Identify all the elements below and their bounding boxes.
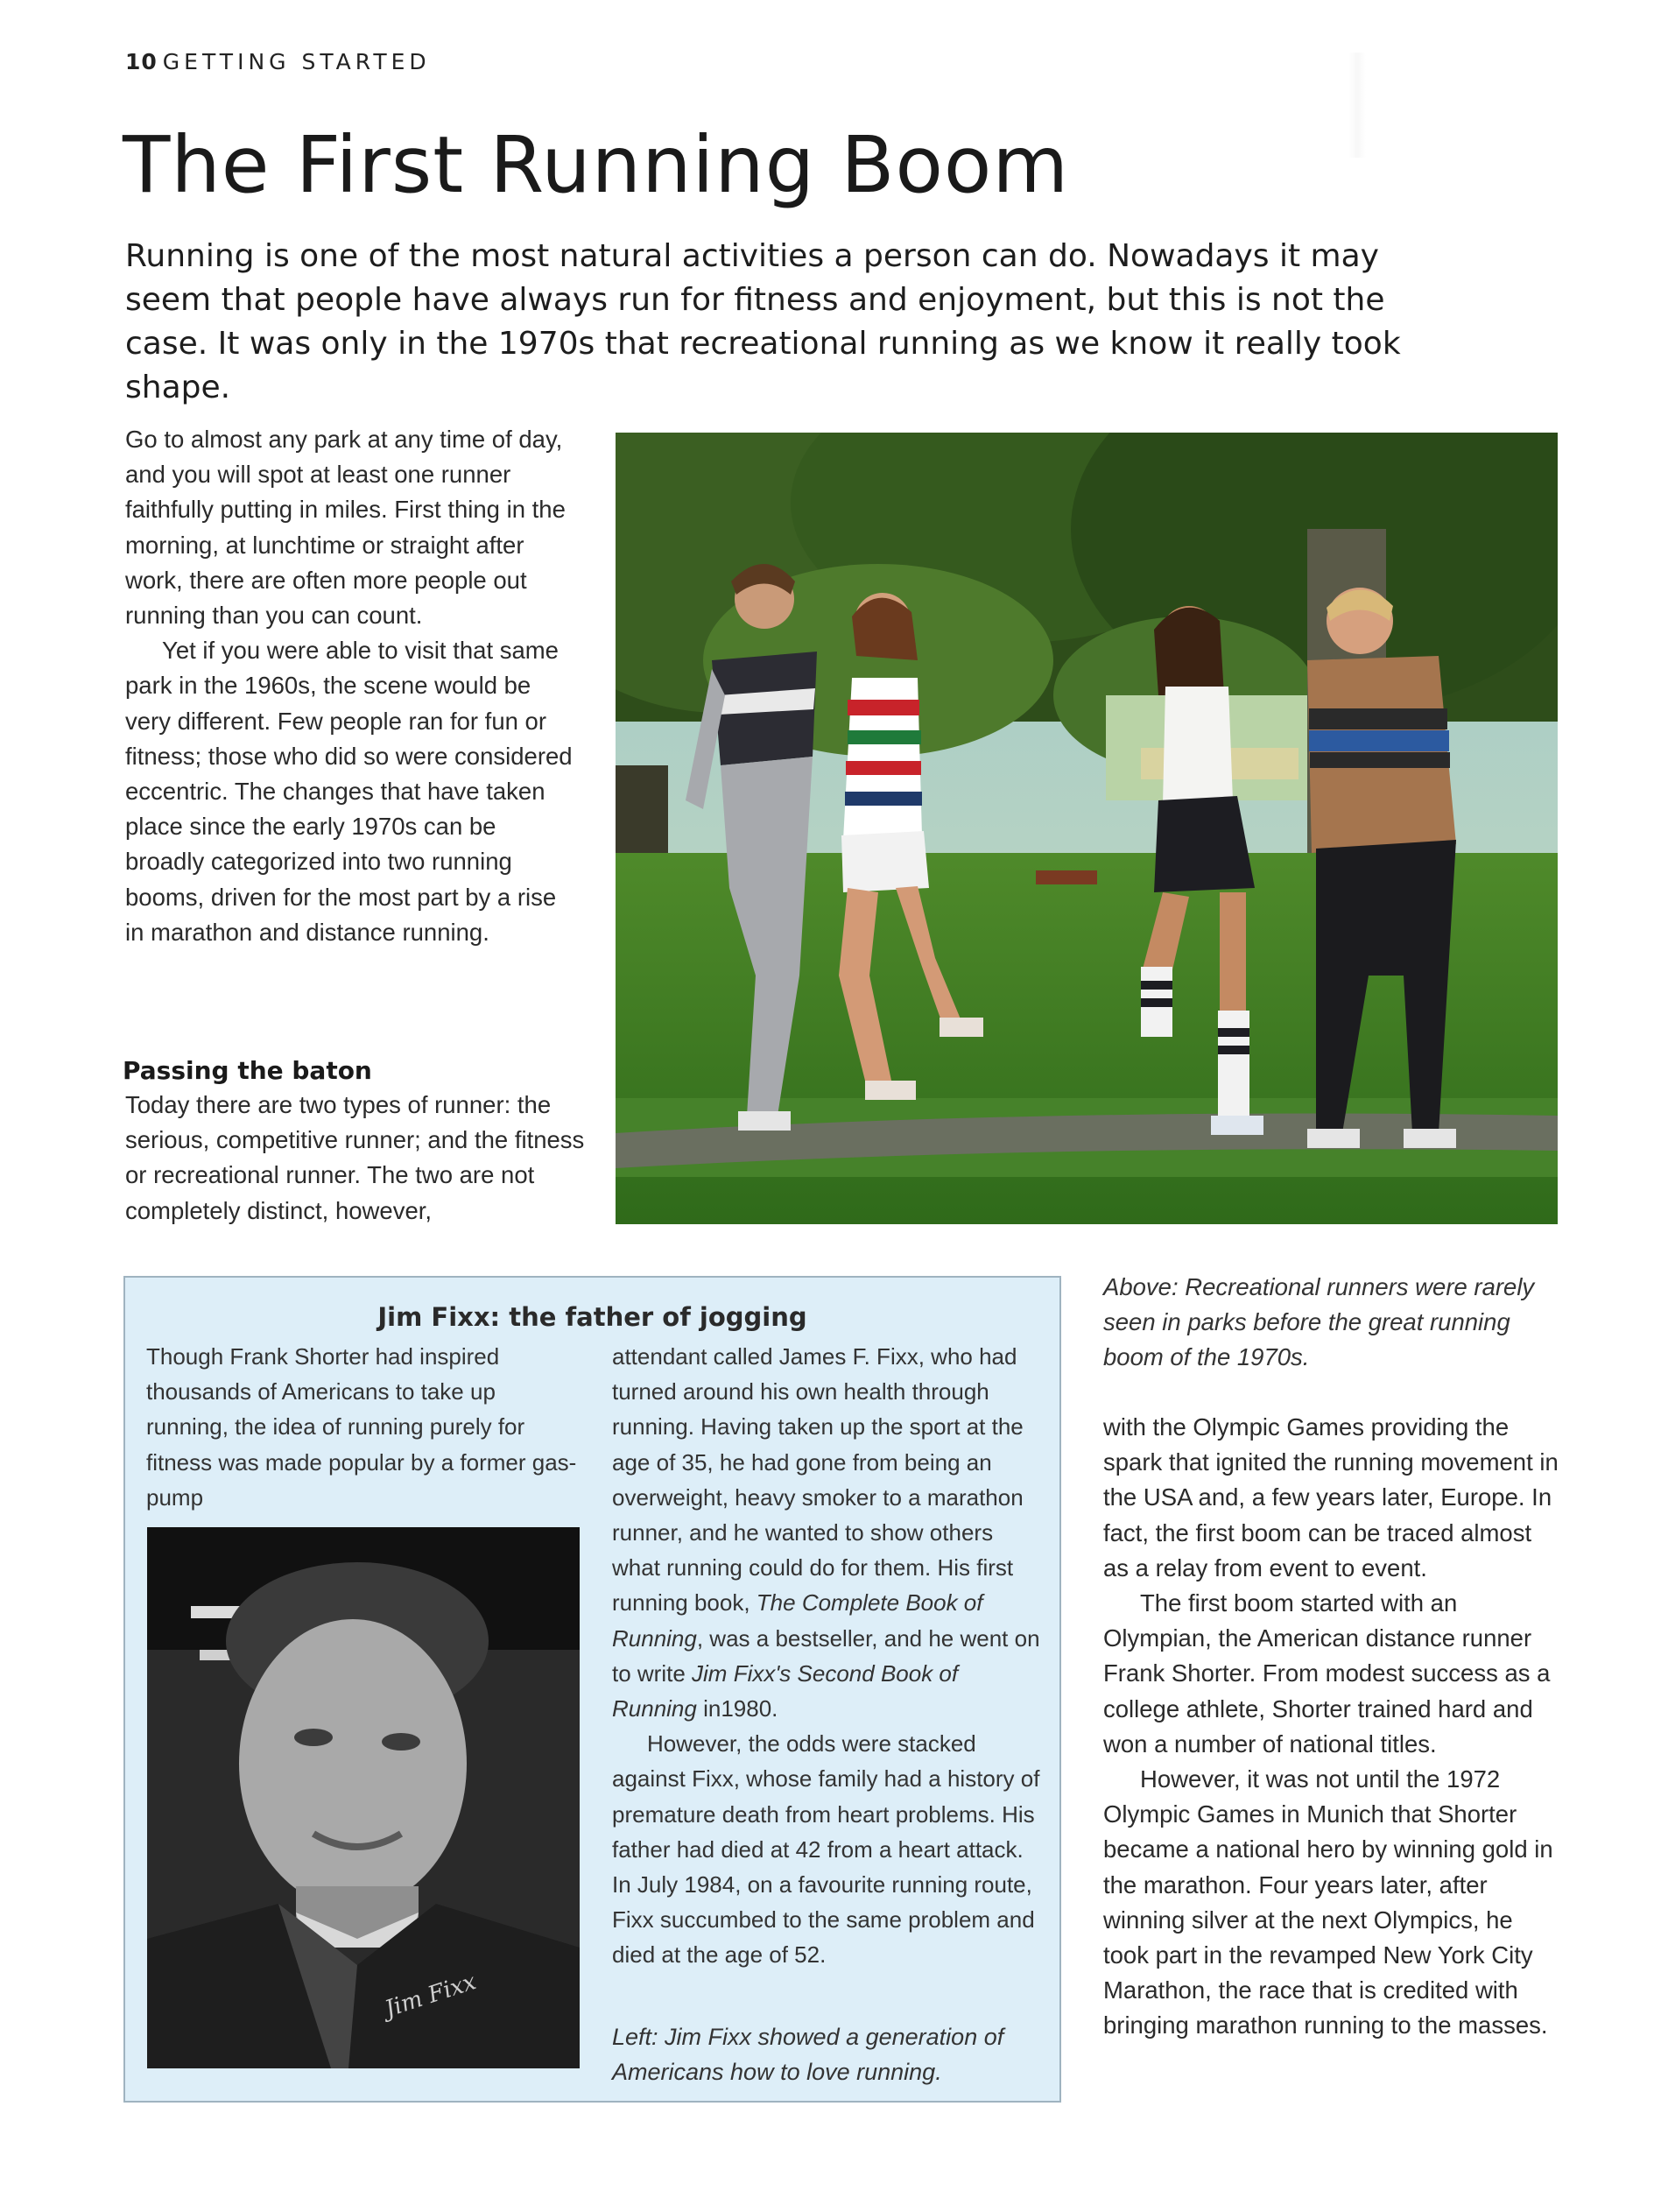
section-label: GETTING STARTED [162,49,431,74]
sidebar-paragraph: Though Frank Shorter had inspired thousands of Americans to take up running, the idea of running purely for fitness was made popular by a former gas-pump [146,1343,577,1511]
sidebar-text: , was a bestseller, and he went on to write [612,1624,1040,1687]
body-paragraph: Yet if you were able to visit that same park in the 1960s, the scene would be very different. Few people ran for fun or fitness; those who did so were considered eccentric. The changes that have taken place since the early 1970s can be broadly categorized into two running booms, driven for the most part by a rise in marathon and distance running. [125,637,573,946]
sidebar-column-left [146,1339,584,1515]
book-title: The Complete Book of Running [612,1589,983,1652]
body-paragraph: with the Olympic Games providing the spark that ignited the running movement in the USA and, a few years later, Europe. In fact, the first boom can be traced almost as a relay from event to event. [1103,1413,1559,1582]
subhead: Passing the baton [123,1056,372,1085]
body-column-left-bottom [125,1088,585,1229]
sidebar-text: in1980. [696,1695,778,1722]
body-column-left [125,422,581,950]
running-head [125,49,431,74]
page-number: 10 [125,49,158,74]
body-column-right [1103,1410,1559,2044]
body-paragraph: Go to almost any park at any time of day, and you will spot at least one runner faithfully putting in miles. First thing in the morning, at lunchtime or straight after work, there are often more people out running than you can count. [125,426,566,630]
scan-edge [1348,53,1366,158]
page-title: The First Running Boom [123,119,1070,210]
sidebar-box [123,1276,1061,2103]
book-title: Jim Fixx's Second Book of Running [612,1659,959,1722]
jacket-signature: Jim Fixx [381,1969,480,2023]
body-paragraph: Today there are two types of runner: the serious, competitive runner; and the fitness or recreational runner. The two are not completely distinct, however, [125,1091,585,1224]
sidebar-column-right [612,1339,1041,1973]
body-paragraph: The first boom started with an Olympian, the American distance runner Frank Shorter. From modest success as a college athlete, Shorter trained hard and won a number of national titles. [1103,1589,1551,1758]
portrait-photo-jim-fixx [147,1527,580,2068]
intro-paragraph: Running is one of the most natural activities a person can do. Nowadays it may seem that people have always run for fitness and enjoyment, but this is not the case. It was only in the 1970s that recreational running as we know it really took shape. [125,238,1401,405]
sidebar-title: Jim Fixx: the father of jogging [377,1302,807,1332]
portrait-caption: Left: Jim Fixx showed a generation of Americans how to love running. [612,2024,1004,2086]
hero-photo-caption: Above: Recreational runners were rarely seen in parks before the great running boom of the 1970s. [1103,1273,1535,1371]
sidebar-paragraph: However, the odds were stacked against Fixx, whose family had a history of premature death from heart problems. His father had died at 42 from a heart attack. In July 1984, on a favourite running route, Fixx succumbed to the same problem and died at the age of 52. [612,1730,1040,1969]
hero-photo-runners [616,433,1558,1224]
sidebar-text: attendant called James F. Fixx, who had turned around his own health through running. Having taken up the sport at the age of 35, he had gone from being an overweight, heavy smoker to a marathon runner, and he wanted to show others what running could do for them. His first running book, [612,1343,1024,1617]
sidebar-paragraph [612,1339,1041,1726]
body-paragraph: However, it was not until the 1972 Olympic Games in Munich that Shorter became a national hero by winning gold in the marathon. Four years later, after winning silver at the next Olympics, he took part in the revamped New York City Marathon, the race that is credited with bringing marathon running to the masses. [1103,1765,1553,2039]
